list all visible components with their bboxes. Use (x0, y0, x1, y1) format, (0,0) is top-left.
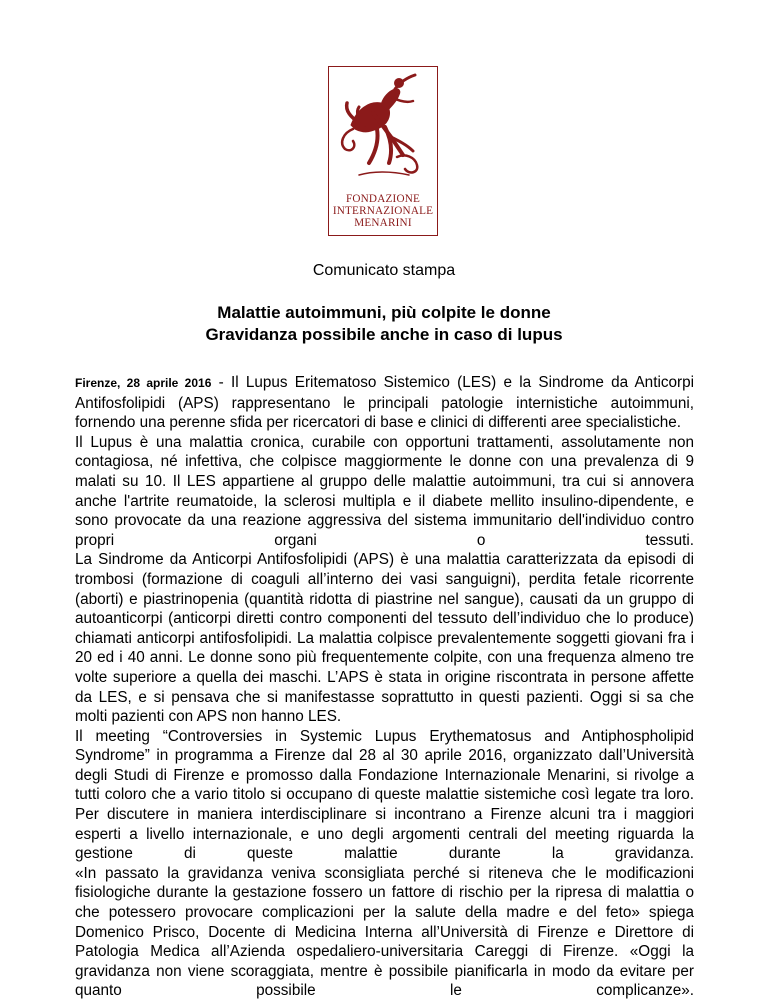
headline-line-1: Malattie autoimmuni, più colpite le donne (217, 303, 551, 322)
article-body (75, 373, 694, 1001)
paragraph-intro-text: - Il Lupus Eritematoso Sistemico (LES) e la Sindrome da Anticorpi Antifosfolipidi (APS) rappresentano le principali patologie internistiche autoimmuni, fornendo una perenne sfida per ricercatori di base e clinici di differenti aree specialistiche. (75, 374, 694, 432)
logo-line-1: FONDAZIONE (345, 193, 421, 205)
logo-line-3: MENARINI (354, 217, 412, 229)
centaur-emblem-icon (329, 67, 436, 192)
fondazione-menarini-logo (328, 66, 438, 236)
headline-line-2: Gravidanza possibile anche in caso di lupus (205, 325, 563, 344)
logo-line-2: INTERNAZIONALE (332, 205, 434, 217)
paragraph-meeting: Il meeting “Controversies in Systemic Lupus Erythematosus and Antiphospholipid Syndrome” in programma a Firenze dal 28 al 30 aprile 2016, organizzato dall’Università degli Studi di Firenze e promosso dalla Fondazione Internazionale Menarini, si rivolge a tutti coloro che a vario titolo si occupano di queste malattie sistemiche così legate tra loro. Per discutere in maniera interdisciplinare si incontrano a Firenze alcuni tra i maggiori esperti a livello internazionale, e uno degli argomenti centrali del meeting riguarda la gestione di queste malattie durante la gravidanza. (75, 727, 694, 863)
dateline: Firenze, 28 aprile 2016 (75, 376, 212, 390)
headline (0, 302, 768, 346)
press-release-label: Comunicato stampa (312, 262, 456, 279)
paragraph-lupus: Il Lupus è una malattia cronica, curabile con opportuni trattamenti, assolutamente non contagiosa, né infettiva, che colpisce maggiormente le donne con una prevalenza di 9 malati su 10. Il LES appartiene al gruppo delle malattie autoimmuni, tra cui si annovera anche l'artrite reumatoide, la sclerosi multipla e il diabete mellito insulino-dipendente, e sono provocate da una reazione aggressiva del sistema immunitario dell'individuo contro propri organi o tessuti. (75, 433, 694, 549)
paragraph-aps: La Sindrome da Anticorpi Antifosfolipidi (APS) è una malattia caratterizzata da episodi di trombosi (formazione di coaguli all’interno dei vasi sanguigni), perdita fetale ricorrente (aborti) e piastrinopenia (quantità ridotta di piastrine nel sangue), causati da un gruppo di autoanticorpi (anticorpi diretti contro componenti del tessuto dell’individuo che lo produce) chiamati anticorpi antifosfolipidi. La malattia colpisce prevalentemente soggetti giovani fra i 20 ed i 40 anni. Le donne sono più frequentemente colpite, con una frequenza almeno tre volte superiore a quella dei maschi. L’APS è stata in origine riscontrata in persone affette da LES, e si pensava che si manifestasse soprattutto in questi pazienti. Oggi si sa che molti pazienti con APS non hanno LES. (75, 551, 694, 726)
logo-wordmark (329, 193, 437, 229)
paragraph-quote: «In passato la gravidanza veniva sconsigliata perché si riteneva che le modificazioni fisiologiche durante la gestazione fossero un fattore di rischio per la ripresa di malattia o che potessero provocare complicazioni per la salute della madre e del feto» spiega Domenico Prisco, Docente di Medicina Interna all’Università di Firenze e Direttore di Patologia Medica all’Azienda ospedaliero-universitaria Careggi di Firenze. «Oggi la gravidanza non viene scoraggiata, mentre è possibile pianificarla in modo da evitare per quanto possibile le complicanze». (75, 864, 694, 1000)
paragraph-intro (75, 373, 694, 433)
